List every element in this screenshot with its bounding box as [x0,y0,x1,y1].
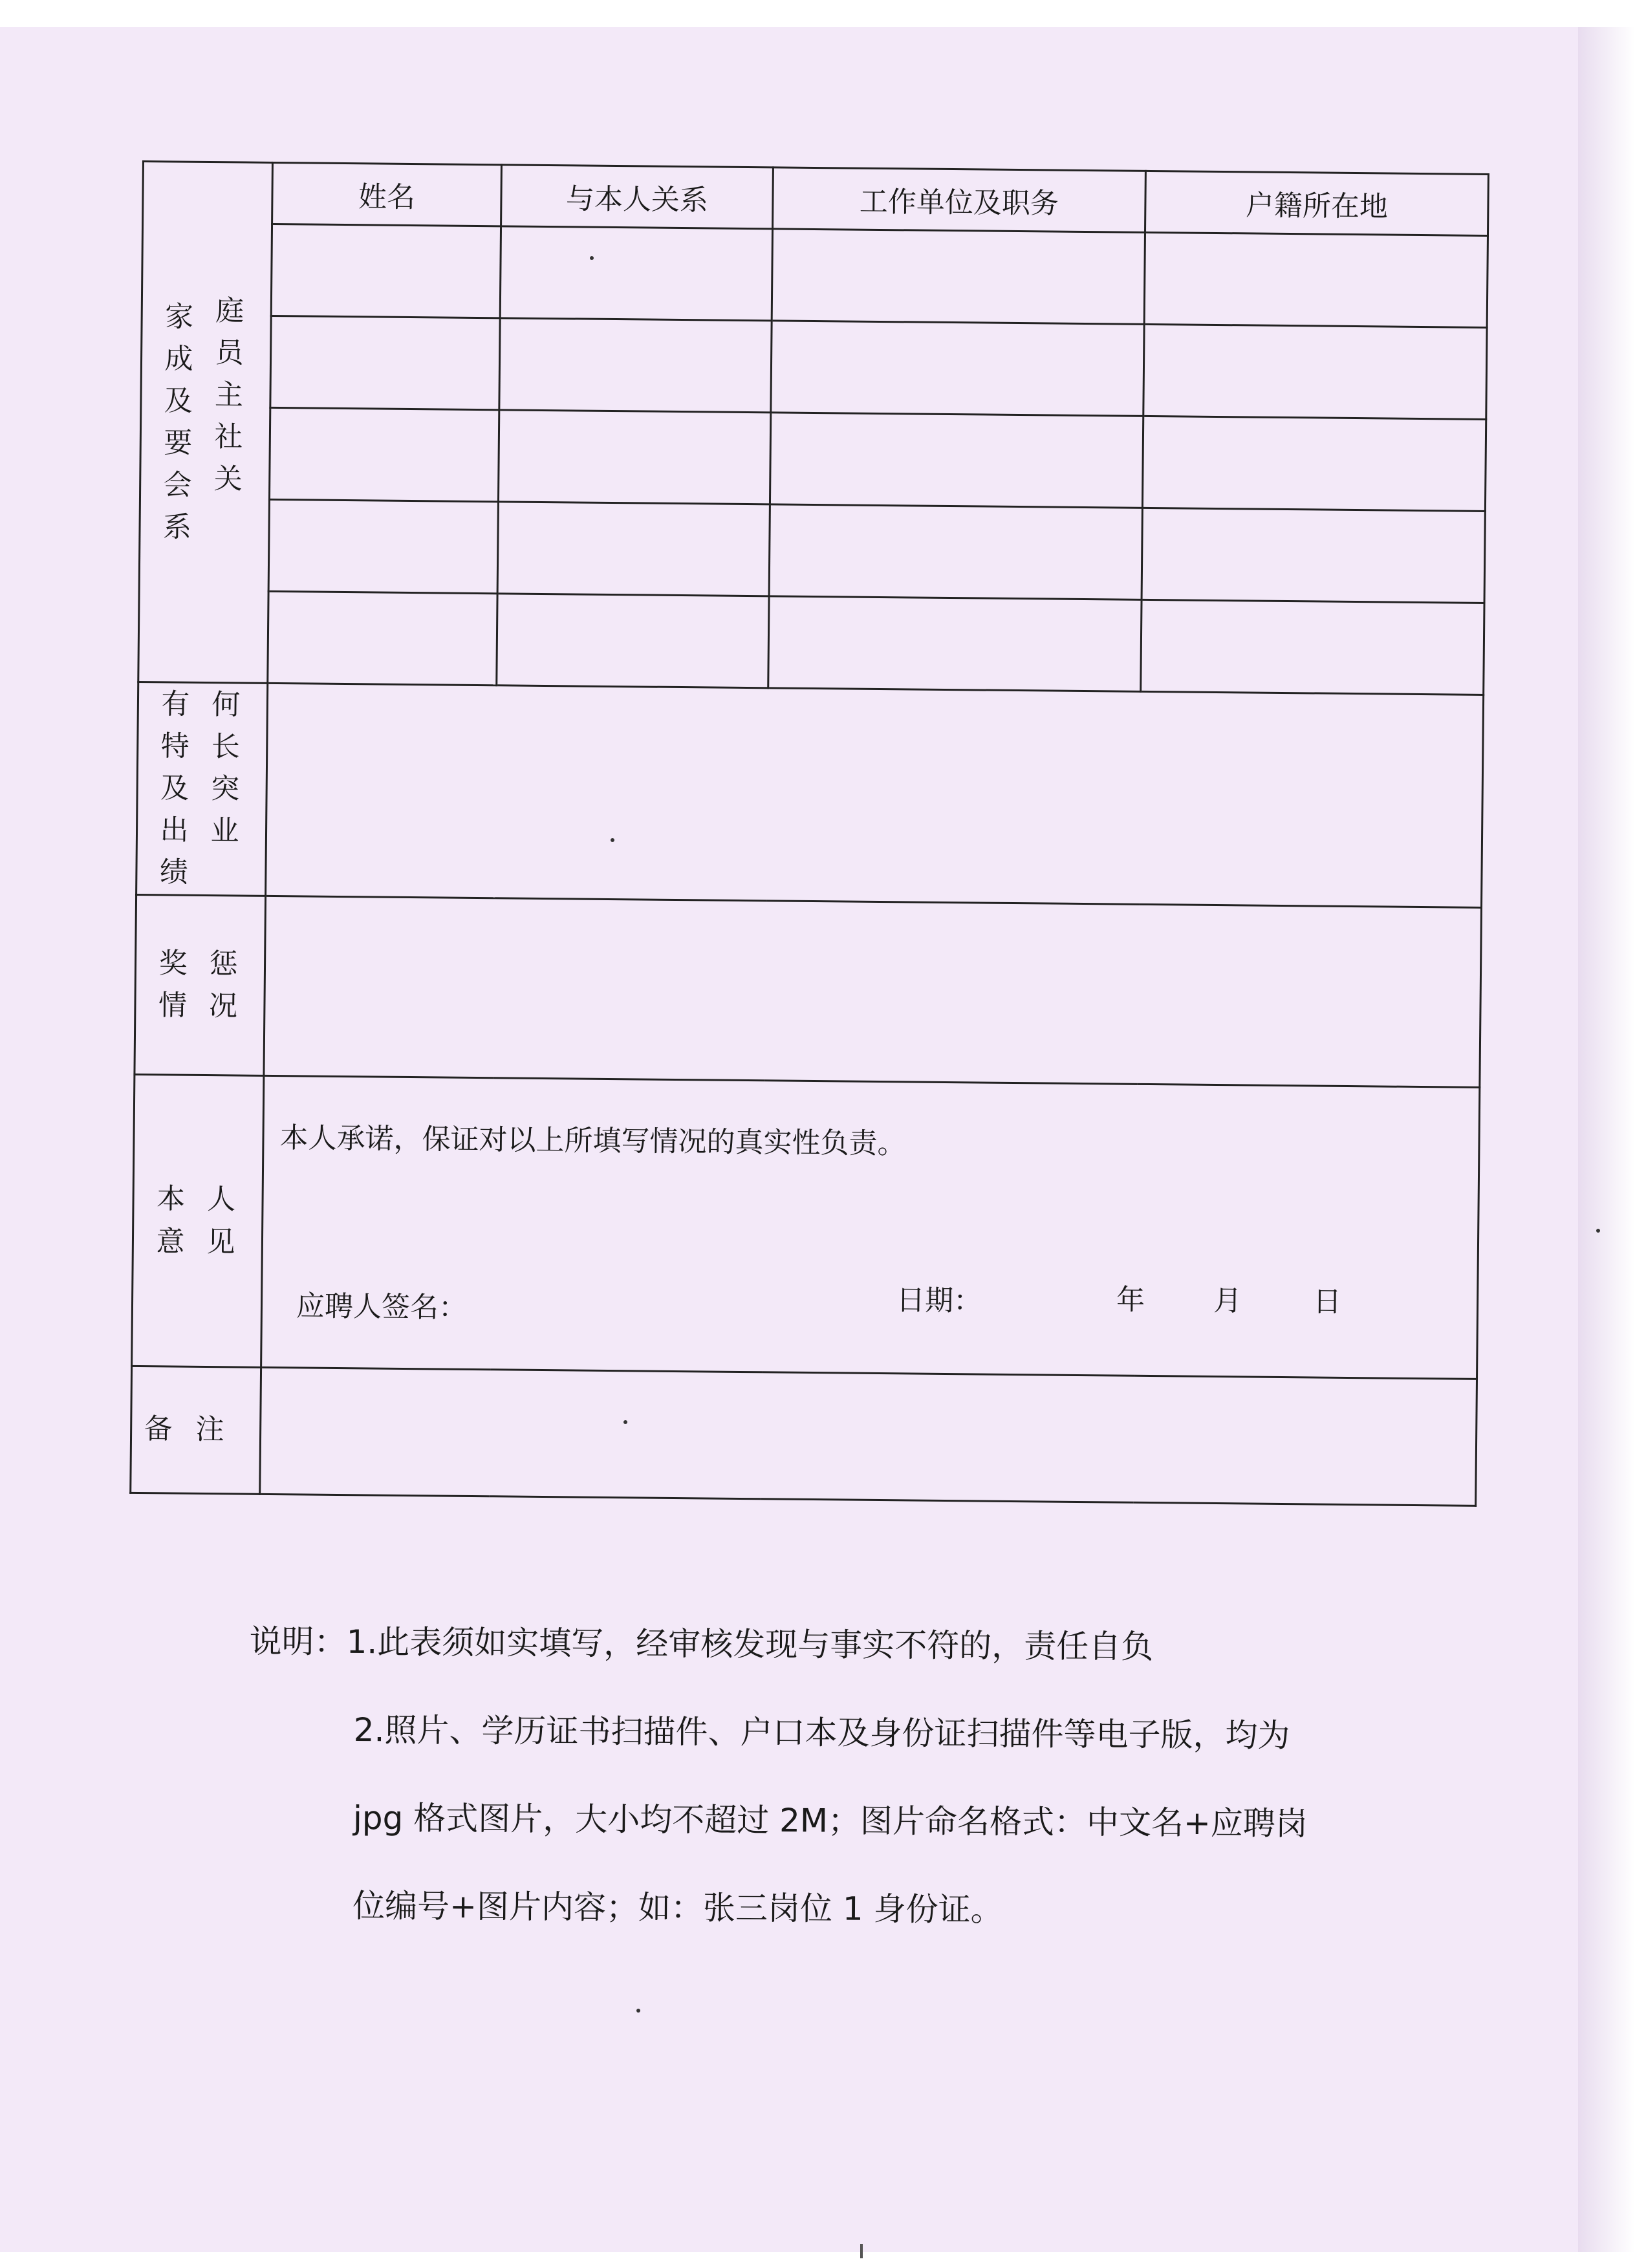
family-relation-cell[interactable] [497,594,769,688]
scan-speck [1596,1229,1600,1233]
remarks-label-cell [131,1366,261,1494]
family-work-cell[interactable] [770,413,1143,508]
header-name: 姓名 [272,162,502,226]
header-relation: 与本人关系 [501,165,774,229]
family-relation-cell[interactable] [497,502,770,596]
family-row [139,498,1485,603]
family-hukou-cell[interactable] [1141,599,1484,695]
header-hukou: 户籍所在地 [1145,171,1489,235]
family-hukou-cell[interactable] [1143,324,1487,419]
instruction-text-1: 1.此表须如实填写，经审核发现与事实不符的，责任自负 [346,1623,1154,1666]
family-hukou-cell[interactable] [1144,232,1488,327]
awards-row [135,894,1482,1087]
day-label: 日 [1312,1285,1342,1319]
opinion-content [262,1076,1478,1377]
family-name-cell[interactable] [271,224,501,318]
year-label: 年 [1116,1283,1145,1317]
family-relation-cell[interactable] [498,410,770,504]
family-work-cell[interactable] [769,504,1142,600]
family-relation-cell[interactable] [500,226,772,321]
instruction-line-1 [249,1597,1388,1692]
date-label: 日期： [896,1283,982,1318]
family-name-cell[interactable] [268,591,497,685]
awards-label: 奖 情 惩 况 [158,947,242,1023]
specialty-label: 有 特 及 出 绩 何 长 突 业 [159,687,244,890]
family-name-cell[interactable] [268,499,498,593]
scan-mark [860,2244,863,2258]
header-work-unit: 工作单位及职务 [773,167,1146,233]
family-hukou-cell[interactable] [1142,508,1485,603]
signature-label: 应聘人签名： [296,1289,468,1324]
instructions-block [248,1597,1388,1956]
awards-input-cell[interactable] [264,896,1482,1087]
specialty-row [136,682,1484,907]
family-work-cell[interactable] [771,321,1144,416]
family-row [141,315,1487,420]
specialty-label-cell [136,682,268,895]
instruction-prefix: 说明： [249,1622,347,1661]
family-section-label: 家 成 及 要 会 系 庭 员 主 社 关 [162,294,248,545]
instruction-line-4: 位编号+图片内容；如：张三岗位 1 身份证。 [352,1886,1003,1929]
commitment-text: 本人承诺，保证对以上所填写情况的真实性负责。 [279,1121,906,1160]
awards-label-cell [135,894,266,1075]
remarks-row [131,1366,1477,1506]
family-relation-cell[interactable] [499,318,772,413]
opinion-label: 本 意 人 见 [156,1182,240,1259]
specialty-input-cell[interactable] [266,683,1484,907]
scan-speck [623,1420,627,1424]
form-table [129,160,1489,1506]
month-label: 月 [1213,1284,1242,1317]
opinion-content-cell [261,1075,1480,1379]
family-name-cell[interactable] [270,316,500,409]
family-work-cell[interactable] [772,229,1145,325]
family-work-cell[interactable] [768,596,1142,692]
remarks-input-cell[interactable] [260,1367,1477,1506]
scan-speck [611,838,614,842]
scan-speck [636,2009,640,2013]
opinion-label-cell [132,1074,264,1367]
scan-speck [590,256,594,260]
instruction-line-2: 2.照片、学历证书扫描件、户口本及身份证扫描件等电子版，均为 [353,1711,1290,1755]
instruction-line-3: jpg 格式图片，大小均不超过 2M；图片命名格式：中文名+应聘岗 [352,1798,1308,1842]
page-edge-shadow [1578,27,1635,2252]
opinion-row [132,1074,1480,1379]
family-name-cell[interactable] [269,407,499,501]
family-row [140,406,1486,511]
family-hukou-cell[interactable] [1142,416,1486,511]
family-row [142,223,1488,328]
family-row [138,590,1484,695]
remarks-label: 备注 [144,1412,248,1447]
family-section-label-cell [138,162,273,684]
application-form [129,160,1488,1530]
